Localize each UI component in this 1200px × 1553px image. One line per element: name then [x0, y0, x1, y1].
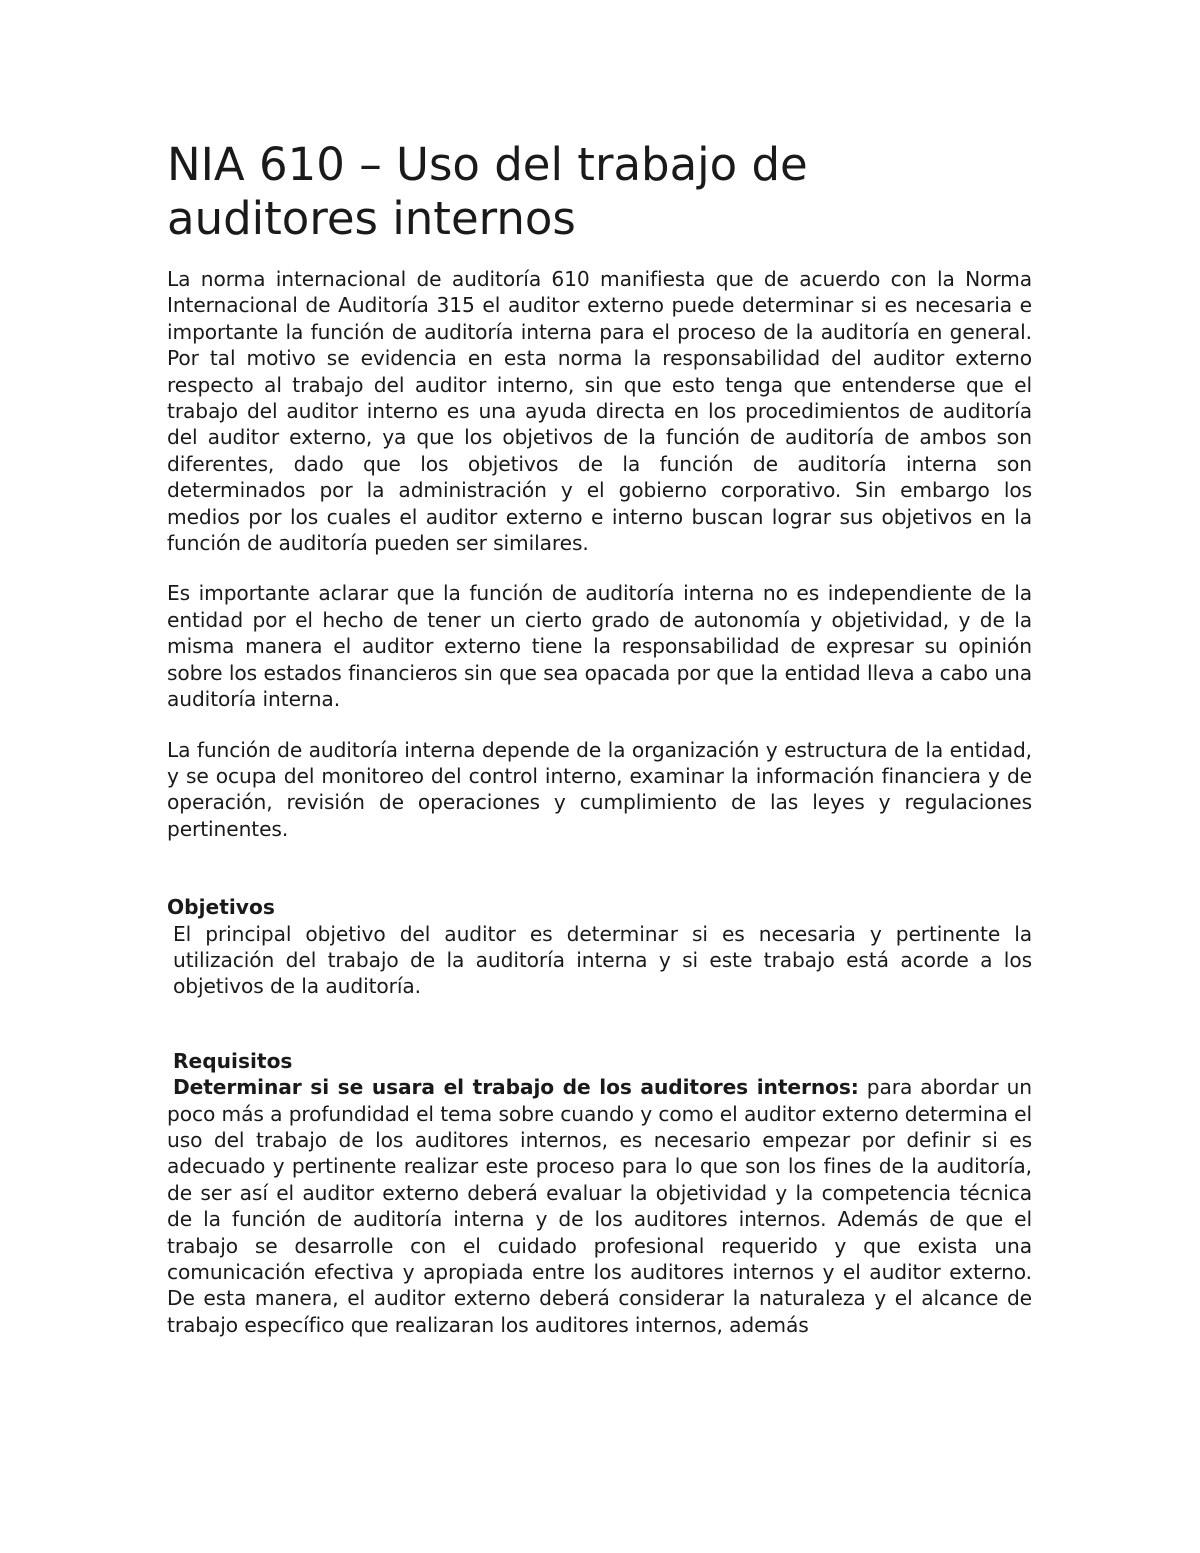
paragraph-function: La función de auditoría interna depende de la organización y estructura de la entidad, y se ocupa del monitoreo del control interno, examinar la información financiera y de operación, revisión de operaciones y cumplimiento de las leyes y regulaciones pertinentes. — [167, 737, 1032, 841]
requisitos-lead-text: Determinar si se usara el trabajo de los auditores internos: — [173, 1075, 859, 1100]
requisitos-body-text: para abordar un poco más a profundidad el tema sobre cuando y como el auditor externo determina el uso del trabajo de los auditores internos, es necesario empezar por definir si es adecuado y pertinente realizar este proceso para lo que son los fines de la auditoría, de ser así el auditor externo deberá evaluar la objetividad y la competencia técnica de la función de auditoría interna y de los auditores internos. Además de que el trabajo se desarrolle con el cuidado profesional requerido y que exista una comunicación efectiva y apropiada entre los auditores internos y el auditor externo. De esta manera, el auditor externo deberá considerar la naturaleza y el alcance de trabajo específico que realizaran los auditores internos, además — [167, 1075, 1032, 1337]
section-objetivos — [167, 894, 1032, 1000]
section-requisitos — [167, 1048, 1032, 1338]
paragraph-intro: La norma internacional de auditoría 610 manifiesta que de acuerdo con la Norma Internacional de Auditoría 315 el auditor externo puede determinar si es necesaria e importante la función de auditoría interna para el proceso de la auditoría en general. Por tal motivo se evidencia en esta norma la responsabilidad del auditor externo respecto al trabajo del auditor interno, sin que esto tenga que entenderse que el trabajo del auditor interno es una ayuda directa en los procedimientos de auditoría del auditor externo, ya que los objetivos de la función de auditoría de ambos son diferentes, dado que los objetivos de la función de auditoría interna son determinados por la administración y el gobierno corporativo. Sin embargo los medios por los cuales el auditor externo e interno buscan lograr sus objetivos en la función de auditoría pueden ser similares. — [167, 267, 1032, 556]
section-body-objetivos: El principal objetivo del auditor es determinar si es necesaria y pertinente la utilización del trabajo de la auditoría interna y si este trabajo está acorde a los objetivos de la auditoría. — [173, 921, 1032, 999]
section-heading-objetivos: Objetivos — [167, 895, 275, 920]
section-body-requisitos — [167, 1074, 1032, 1338]
document-page — [167, 138, 1032, 1338]
paragraph-independence: Es importante aclarar que la función de auditoría interna no es independiente de la entidad por el hecho de tener un cierto grado de autonomía y objetividad, y de la misma manera el auditor externo tiene la responsabilidad de expresar su opinión sobre los estados financieros sin que sea opacada por que la entidad lleva a cabo una auditoría interna. — [167, 581, 1032, 712]
document-title: NIA 610 – Uso del trabajo de auditores internos — [167, 138, 808, 245]
section-heading-requisitos: Requisitos — [173, 1048, 293, 1073]
